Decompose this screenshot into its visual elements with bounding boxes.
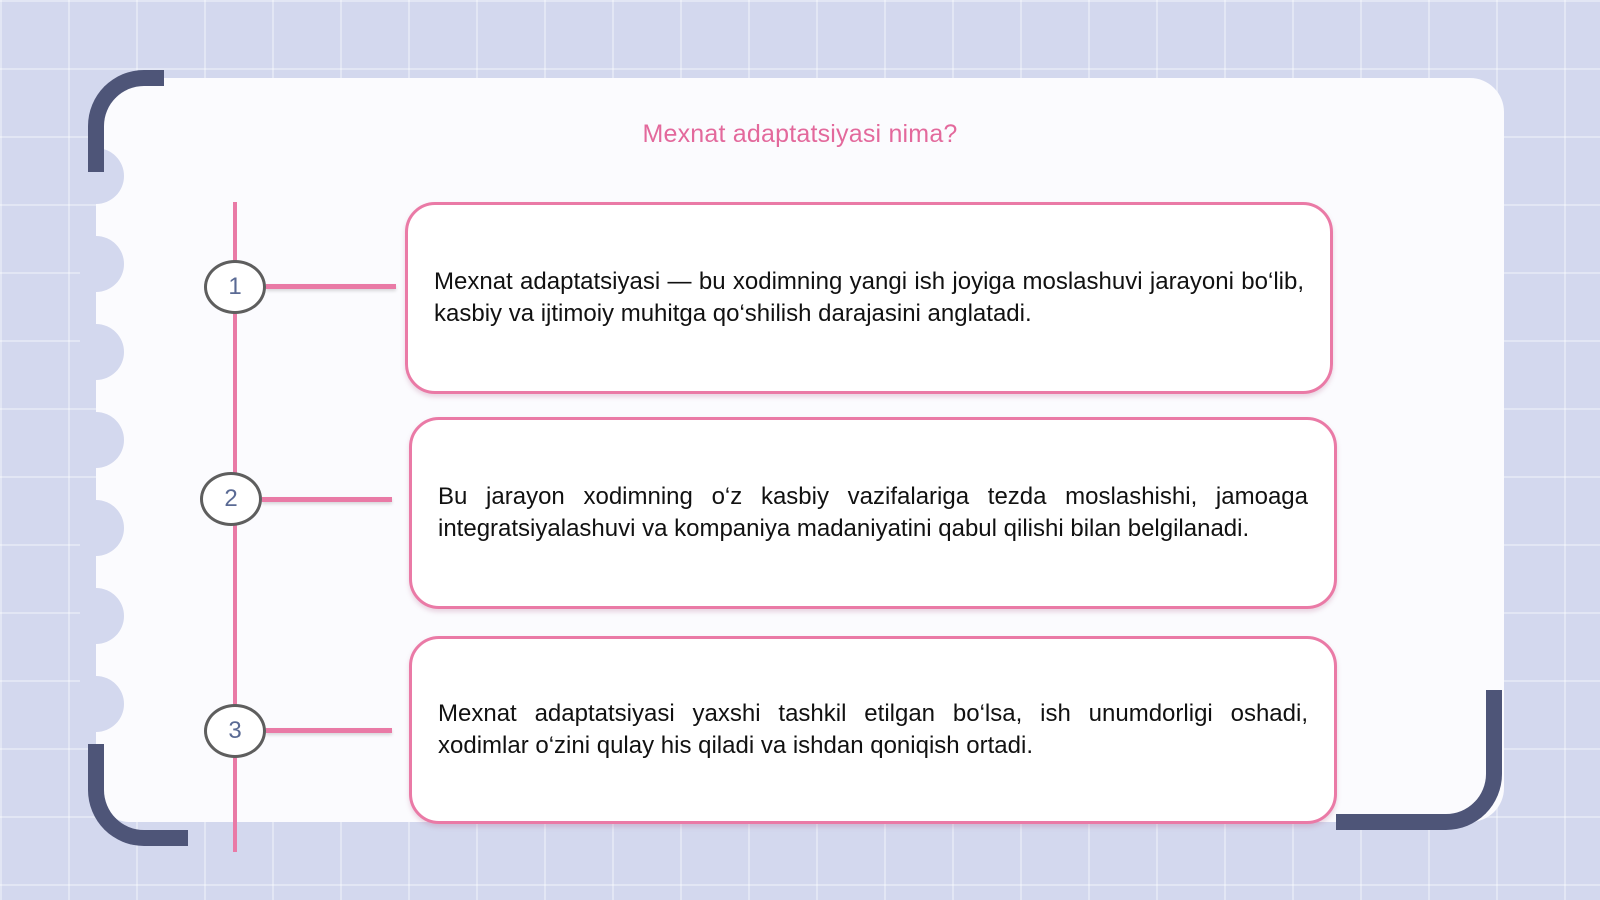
step-card (405, 202, 1333, 394)
step-number-badge: 2 (200, 472, 262, 526)
step-card (409, 417, 1337, 609)
step-card (409, 636, 1337, 824)
connector-line (266, 728, 392, 733)
step-text: Mexnat adaptatsiyasi yaxshi tashkil etilgan bo‘lsa, ish unumdorligi oshadi, xodimlar o‘zini qulay his qiladi va ishdan qoniqish ortadi. (438, 700, 1308, 759)
step-number-badge: 3 (204, 704, 266, 758)
step-text: Mexnat adaptatsiyasi — bu xodimning yangi ish joyiga moslashuvi jarayoni bo‘lib, kasbiy va ijtimoiy muhitga qo‘shilish darajasini anglatadi. (434, 268, 1304, 327)
page-title: Mexnat adaptatsiyasi nima? (642, 120, 958, 148)
connector-line (262, 497, 392, 502)
step-text: Bu jarayon xodimning o‘z kasbiy vazifalariga tezda moslashishi, jamoaga integratsiyalashuvi va kompaniya madaniyatini qabul qilishi bilan belgilanadi. (438, 483, 1308, 542)
connector-line (266, 284, 396, 289)
corner-bracket-bottom-right (1336, 690, 1502, 830)
step-number-badge: 1 (204, 260, 266, 314)
corner-bracket-bottom-left (88, 744, 188, 846)
